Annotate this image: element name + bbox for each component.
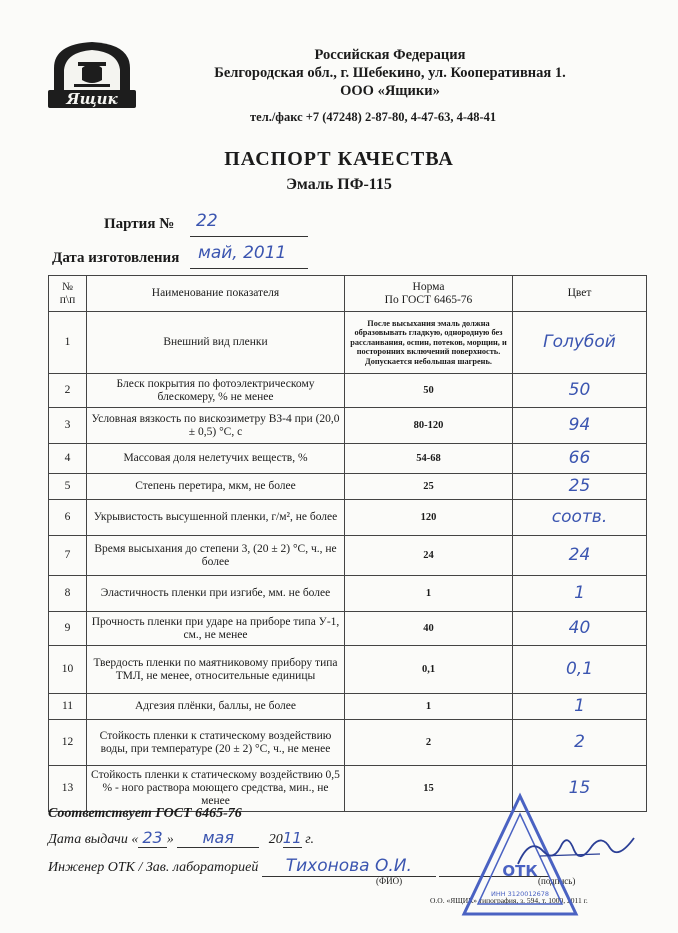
printer-note: О.О. «ЯЩИК» типография, з. 594, т. 1000, 2011 г.: [430, 896, 588, 905]
production-date-label: Дата изготовления: [52, 250, 180, 266]
row-name: Степень перетира, мкм, не более: [87, 474, 345, 500]
stamp-center-text: ОТК: [502, 862, 538, 880]
issue-date-label: Дата выдачи «: [48, 832, 139, 847]
table-row: [49, 312, 647, 374]
issue-year-end: г.: [305, 832, 315, 847]
row-num: 6: [49, 500, 87, 536]
header-norm-line: По ГОСТ 6465-76: [384, 293, 473, 306]
company-logo: [44, 38, 140, 110]
table-header-row: [49, 276, 647, 312]
row-value: 24: [513, 536, 647, 576]
company-line: Белгородская обл., г. Шебекино, ул. Кооперативная 1.: [214, 65, 566, 81]
row-name: Стойкость пленки к статическому воздействию 0,5 % - ного раствора моющего средства, мин., не менее: [87, 766, 345, 812]
issue-quote: »: [166, 832, 174, 847]
row-value: 40: [513, 612, 647, 646]
engineer-name: Тихонова О.И.: [262, 856, 436, 877]
stamp-inn: ИНН 3120012678: [490, 890, 550, 898]
table-row: [49, 646, 647, 694]
row-num: 4: [49, 444, 87, 474]
fio-caption: (ФИО): [376, 876, 403, 886]
row-value: Голубой: [513, 312, 647, 374]
row-value: 0,1: [513, 646, 647, 694]
batch-value: 22: [196, 211, 218, 231]
row-num: 8: [49, 576, 87, 612]
row-name: Эластичность пленки при изгибе, мм. не более: [87, 576, 345, 612]
row-num: 2: [49, 374, 87, 408]
issue-month: мая: [177, 828, 259, 848]
company-block: [190, 46, 590, 100]
row-value: соотв.: [513, 500, 647, 536]
row-value: 1: [513, 694, 647, 720]
document-title: ПАСПОРТ КАЧЕСТВА: [224, 148, 454, 170]
header-norm: [345, 276, 513, 312]
header-color: Цвет: [513, 276, 647, 312]
table-row: [49, 500, 647, 536]
row-norm: 54-68: [345, 444, 513, 474]
row-name: Время высыхания до степени 3, (20 ± 2) °С, ч., не более: [87, 536, 345, 576]
row-norm: 80-120: [345, 408, 513, 444]
company-line: ООО «Ящики»: [340, 83, 440, 99]
row-num: 13: [49, 766, 87, 812]
row-num: 7: [49, 536, 87, 576]
row-name: Внешний вид пленки: [87, 312, 345, 374]
phone-line: тел./факс +7 (47248) 2-87-80, 4-47-63, 4-48-41: [250, 110, 497, 124]
header-num: № п\п: [49, 276, 87, 312]
row-name: Адгезия плёнки, баллы, не более: [87, 694, 345, 720]
row-value: 2: [513, 720, 647, 766]
quality-table: [48, 275, 647, 812]
row-name: Твердость пленки по маятниковому прибору типа ТМЛ, не менее, относительные единицы: [87, 646, 345, 694]
signature-caption: (подпись): [538, 876, 576, 886]
row-value: 94: [513, 408, 647, 444]
row-norm: 25: [345, 474, 513, 500]
row-num: 5: [49, 474, 87, 500]
row-value: 15: [513, 766, 647, 812]
row-value: 66: [513, 444, 647, 474]
production-date-value: май, 2011: [198, 243, 287, 263]
table-row: [49, 444, 647, 474]
table-row: [49, 474, 647, 500]
row-name: Массовая доля нелетучих веществ, %: [87, 444, 345, 474]
row-num: 10: [49, 646, 87, 694]
table-row: [49, 536, 647, 576]
batch-label: Партия №: [104, 216, 175, 232]
row-norm: 24: [345, 536, 513, 576]
table-row: [49, 694, 647, 720]
table-row: [49, 612, 647, 646]
row-norm: 1: [345, 576, 513, 612]
row-name: Укрывистость высушенной пленки, г/м², не более: [87, 500, 345, 536]
row-norm: 50: [345, 374, 513, 408]
row-num: 12: [49, 720, 87, 766]
row-num: 11: [49, 694, 87, 720]
engineer-label: Инженер ОТК / Зав. лабораторией: [48, 860, 259, 875]
product-name: Эмаль ПФ-115: [286, 176, 392, 193]
issue-year-suffix: 11: [282, 829, 302, 847]
issue-day: 23: [138, 828, 166, 848]
row-value: 50: [513, 374, 647, 408]
row-norm: 0,1: [345, 646, 513, 694]
header-name: Наименование показателя: [87, 276, 345, 312]
gost-compliance: Соответствует ГОСТ 6465-76: [48, 806, 242, 821]
row-value: 1: [513, 576, 647, 612]
header-norm-line: Норма: [412, 280, 445, 293]
row-num: 1: [49, 312, 87, 374]
row-norm: 120: [345, 500, 513, 536]
company-line: Российская Федерация: [314, 47, 466, 63]
row-name: Стойкость пленки к статическому воздействию воды, при температуре (20 ± 2) °С, ч., не менее: [87, 720, 345, 766]
row-norm: После высыхания эмаль должна образовывать гладкую, однородную без расслаивания, оспин, потеков, морщин, и посторонних включений поверхность. Допускается небольшая шагрень.: [345, 312, 513, 374]
row-name: Условная вязкость по вискозиметру ВЗ-4 при (20,0 ± 0,5) °С, с: [87, 408, 345, 444]
row-value: 25: [513, 474, 647, 500]
table-row: [49, 576, 647, 612]
row-norm: 1: [345, 694, 513, 720]
table-row: [49, 720, 647, 766]
row-norm: 2: [345, 720, 513, 766]
row-norm: 40: [345, 612, 513, 646]
issue-date-line: [48, 828, 314, 848]
row-num: 9: [49, 612, 87, 646]
row-name: Прочность пленки при ударе на приборе типа У-1, см., не менее: [87, 612, 345, 646]
row-num: 3: [49, 408, 87, 444]
issue-year-prefix: 20: [268, 832, 283, 847]
logo-text: Ящик: [66, 90, 118, 108]
table-row: [49, 408, 647, 444]
row-norm: 15: [345, 766, 513, 812]
row-name: Блеск покрытия по фотоэлектрическому блескомеру, % не менее: [87, 374, 345, 408]
table-row: [49, 374, 647, 408]
signature: [510, 826, 640, 874]
